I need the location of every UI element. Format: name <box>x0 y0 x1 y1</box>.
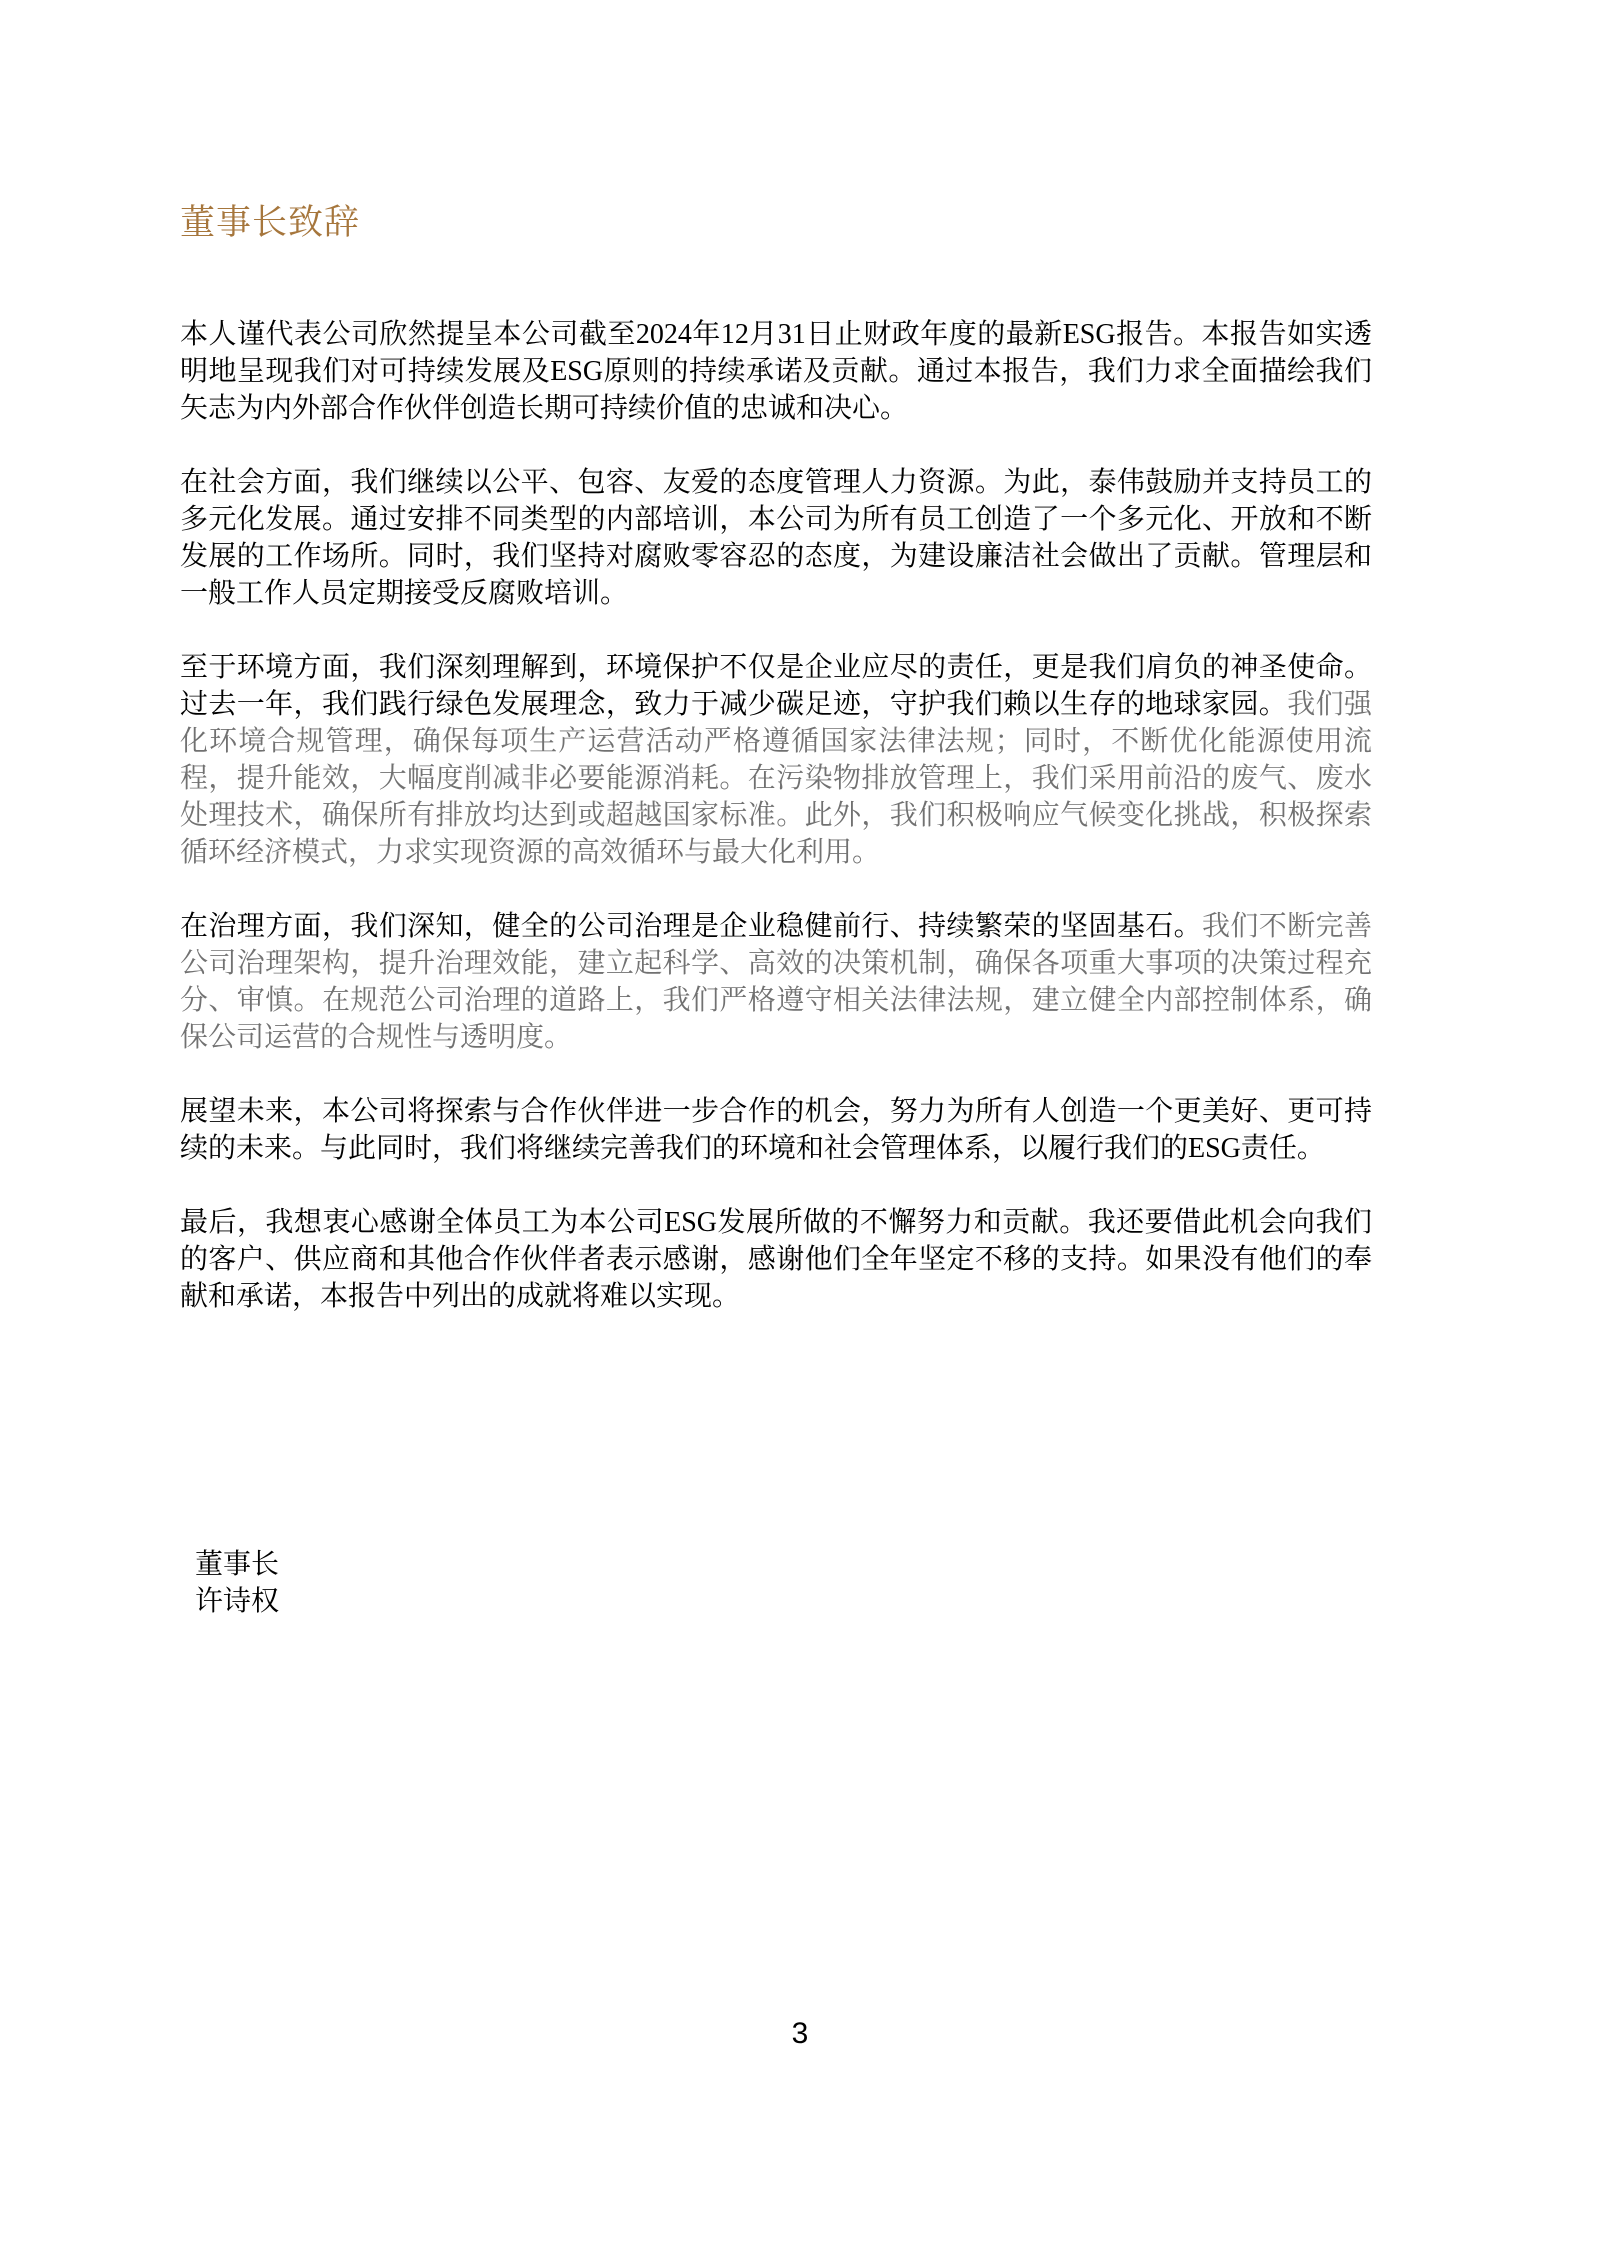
page-content <box>180 0 1372 1315</box>
page-number: 3 <box>791 2017 809 2050</box>
text-run: 我们强化环境合规管理，确保每项生产运营活动严格遵循国家法律法规；同时，不断优化能源使用流程，提升能效，大幅度削减非必要能源消耗。在污染物排放管理上，我们采用前沿的废气、废水处理技术，确保所有排放均达到或超越国家标准。此外，我们积极响应气候变化挑战，积极探索循环经济模式，力求实现资源的高效循环与最大化利用。 <box>180 689 1372 868</box>
body-paragraph <box>180 316 1372 427</box>
paragraphs <box>180 316 1372 1315</box>
signature-name: 许诗权 <box>195 1586 280 1617</box>
text-run: 展望未来，本公司将探索与合作伙伴进一步合作的机会，努力为所有人创造一个更美好、更可持续的未来。与此同时，我们将继续完善我们的环境和社会管理体系，以履行我们的ESG责任。 <box>180 1096 1372 1164</box>
body-paragraph <box>180 649 1372 871</box>
text-run: 在社会方面，我们继续以公平、包容、友爱的态度管理人力资源。为此，泰伟鼓励并支持员工的多元化发展。通过安排不同类型的内部培训，本公司为所有员工创造了一个多元化、开放和不断发展的工作场所。同时，我们坚持对腐败零容忍的态度，为建设廉洁社会做出了贡献。管理层和一般工作人员定期接受反腐败培训。 <box>180 467 1372 609</box>
text-run: 在治理方面，我们深知，健全的公司治理是企业稳健前行、持续繁荣的坚固基石。 <box>180 911 1203 942</box>
text-run: 本人谨代表公司欣然提呈本公司截至2024年12月31日止财政年度的最新ESG报告。本报告如实透明地呈现我们对可持续发展及ESG原则的持续承诺及贡献。通过本报告，我们力求全面描绘我们矢志为内外部合作伙伴创造长期可持续价值的忠诚和决心。 <box>180 319 1372 424</box>
body-paragraph <box>180 1204 1372 1315</box>
page-title: 董事长致辞 <box>180 203 361 242</box>
text-run: 我们不断完善公司治理架构，提升治理效能，建立起科学、高效的决策机制，确保各项重大事项的决策过程充分、审慎。在规范公司治理的道路上，我们严格遵守相关法律法规，建立健全内部控制体系，确保公司运营的合规性与透明度。 <box>180 911 1372 1053</box>
text-run: 最后，我想衷心感谢全体员工为本公司ESG发展所做的不懈努力和贡献。我还要借此机会向我们的客户、供应商和其他合作伙伴者表示感谢，感谢他们全年坚定不移的支持。如果没有他们的奉献和承诺，本报告中列出的成就将难以实现。 <box>180 1207 1372 1312</box>
body-paragraph <box>180 1093 1372 1167</box>
body-paragraph <box>180 464 1372 612</box>
body-paragraph <box>180 908 1372 1056</box>
text-run: 至于环境方面，我们深刻理解到，环境保护不仅是企业应尽的责任，更是我们肩负的神圣使命。过去一年，我们践行绿色发展理念，致力于减少碳足迹，守护我们赖以生存的地球家园。 <box>180 652 1372 720</box>
signature-role: 董事长 <box>195 1549 280 1580</box>
signature-block <box>195 1546 279 1620</box>
